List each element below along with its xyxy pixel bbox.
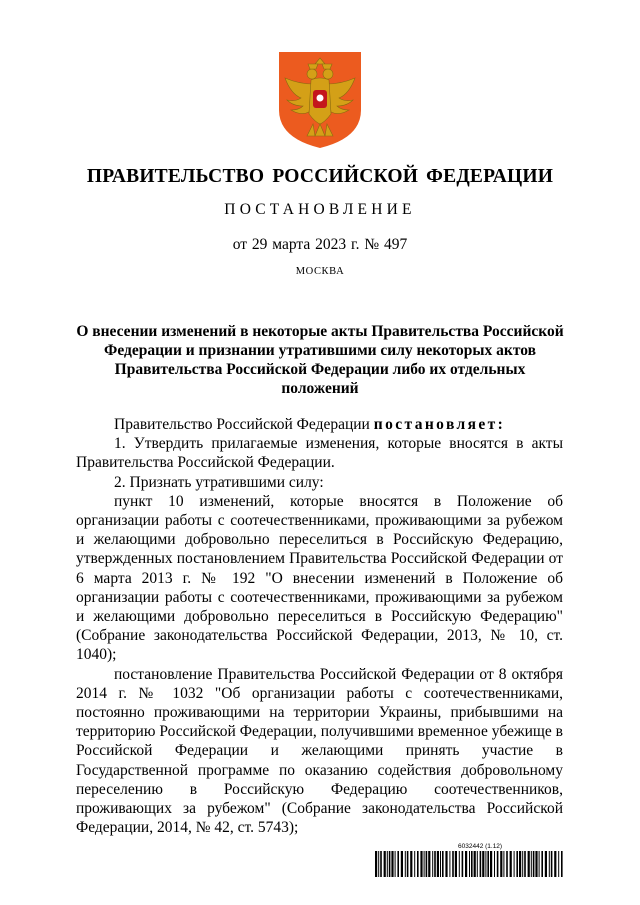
barcode-icon bbox=[375, 851, 565, 877]
document-body bbox=[76, 415, 563, 837]
russian-coat-of-arms-icon bbox=[277, 50, 363, 150]
paragraph-item-1: 1. Утвердить прилагаемые изменения, которые вносятся в акты Правительства Российской Федерации. bbox=[76, 435, 563, 472]
document-date-number: от 29 марта 2023 г. № 497 bbox=[232, 236, 408, 253]
government-title: ПРАВИТЕЛЬСТВО РОССИЙСКОЙ ФЕДЕРАЦИИ bbox=[86, 166, 554, 187]
paragraph-preamble: Правительство Российской Федерации постановляет: bbox=[114, 416, 506, 433]
document-code: 6032442 (1.12) bbox=[458, 843, 503, 850]
paragraph-repeal-2: постановление Правительства Российской Федерации от 8 октября 2014 г. № 1032 "Об организации работы с соотечественниками, постоянно проживающими на территории Украины, прибывшими на территорию Российской Федерации, получившими временное убежище в Российской Федерации и желающими принять участие в Государственной программе по оказанию содействия добровольному переселению в Российскую Федерацию соотечественников, проживающих за рубежом" (Собрание законодательства Российской Федерации, 2014, № 42, ст. 5743); bbox=[76, 665, 563, 837]
resolves-word: постановляет: bbox=[373, 416, 506, 433]
paragraph-repeal-1: пункт 10 изменений, которые вносятся в Положение об организации работы с соотечественниками, проживающими за рубежом и желающими добровольно переселиться в Российскую Федерацию, утвержденных постановлением Правительства Российской Федерации от 6 марта 2013 г. № 192 "О внесении изменений в Положение об организации работы с соотечественниками, проживающими за рубежом и желающими добровольно переселиться в Российскую Федерацию" (Собрание законодательства Российской Федерации, 2013, № 10, ст. 1040); bbox=[76, 492, 563, 664]
document-city: МОСКВА bbox=[295, 266, 345, 277]
document-type: ПОСТАНОВЛЕНИЕ bbox=[224, 201, 416, 218]
document-subject: О внесении изменений в некоторые акты Правительства Российской Федерации и признании утратившими силу некоторых актов Правительства Российской Федерации либо их отдельных положений bbox=[76, 323, 564, 397]
paragraph-item-2: 2. Признать утратившими силу: bbox=[114, 473, 324, 491]
